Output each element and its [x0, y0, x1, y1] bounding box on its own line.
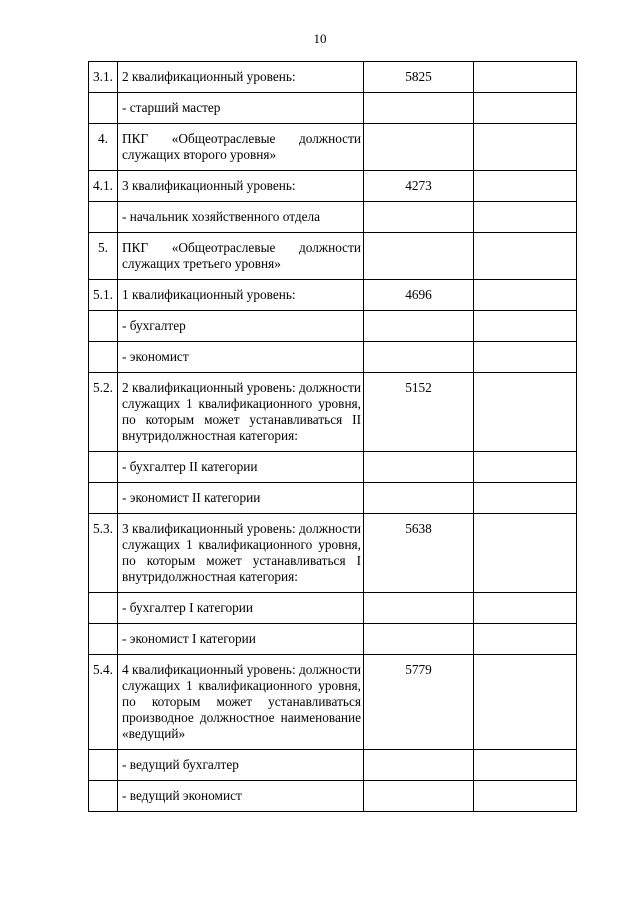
row-salary: [364, 624, 474, 655]
row-number: 5.: [89, 233, 118, 280]
table-row: [89, 280, 577, 311]
row-extra: [474, 124, 577, 171]
page-number: 10: [313, 31, 327, 46]
table-row: [89, 233, 577, 280]
salary-table: [88, 61, 577, 812]
row-salary: 4696: [364, 280, 474, 311]
row-salary: [364, 124, 474, 171]
row-salary: [364, 233, 474, 280]
table-row: [89, 373, 577, 452]
table-row: [89, 624, 577, 655]
table-row: [89, 514, 577, 593]
row-number: [89, 624, 118, 655]
row-salary: [364, 342, 474, 373]
row-number: [89, 93, 118, 124]
row-salary: [364, 483, 474, 514]
row-title: - экономист II категории: [122, 490, 261, 505]
row-title: - начальник хозяйственного отдела: [122, 209, 321, 224]
row-salary: [364, 593, 474, 624]
table-row: [89, 311, 577, 342]
row-salary: [364, 452, 474, 483]
table-row: [89, 171, 577, 202]
row-extra: [474, 202, 577, 233]
row-number: [89, 311, 118, 342]
row-salary: 5825: [364, 62, 474, 93]
row-number: 3.1.: [89, 62, 118, 93]
row-extra: [474, 593, 577, 624]
row-extra: [474, 280, 577, 311]
row-number: [89, 452, 118, 483]
row-extra: [474, 342, 577, 373]
row-title: 2 квалификационный уровень: должности служащих 1 квалификационного уровня, по которым может устанавливаться II внутридолжностная категория:: [122, 380, 361, 443]
row-extra: [474, 452, 577, 483]
row-title: - ведущий бухгалтер: [122, 757, 239, 772]
row-number: [89, 781, 118, 812]
row-title: - экономист: [122, 349, 189, 364]
row-title: - старший мастер: [122, 100, 221, 115]
table-row: [89, 781, 577, 812]
row-extra: [474, 750, 577, 781]
row-number: [89, 750, 118, 781]
table-row: [89, 593, 577, 624]
table-row: [89, 483, 577, 514]
table-row: [89, 93, 577, 124]
row-extra: [474, 624, 577, 655]
row-title: - экономист I категории: [122, 631, 256, 646]
row-salary: [364, 93, 474, 124]
row-title: 4 квалификационный уровень: должности служащих 1 квалификационного уровня, по которым может устанавливаться производное должностное наименование «ведущий»: [122, 662, 361, 741]
row-number: [89, 483, 118, 514]
row-extra: [474, 483, 577, 514]
row-extra: [474, 62, 577, 93]
row-extra: [474, 655, 577, 750]
row-number: [89, 202, 118, 233]
row-salary: [364, 750, 474, 781]
row-title: 3 квалификационный уровень:: [122, 178, 296, 193]
table-row: [89, 750, 577, 781]
row-extra: [474, 93, 577, 124]
row-number: [89, 342, 118, 373]
table-row: [89, 202, 577, 233]
row-salary: [364, 781, 474, 812]
row-salary: 5779: [364, 655, 474, 750]
row-title: - бухгалтер II категории: [122, 459, 258, 474]
row-extra: [474, 233, 577, 280]
table-row: [89, 452, 577, 483]
row-title: 2 квалификационный уровень:: [122, 69, 296, 84]
row-title: 1 квалификационный уровень:: [122, 287, 296, 302]
row-salary: 4273: [364, 171, 474, 202]
row-title: 3 квалификационный уровень: должности служащих 1 квалификационного уровня, по которым может устанавливаться I внутридолжностная категория:: [122, 521, 361, 584]
row-number: 4.: [89, 124, 118, 171]
row-number: [89, 593, 118, 624]
row-title: - бухгалтер: [122, 318, 186, 333]
row-number: 5.1.: [89, 280, 118, 311]
row-extra: [474, 311, 577, 342]
row-title: ПКГ «Общеотраслевые должности служащих второго уровня»: [122, 131, 361, 162]
table-row: [89, 342, 577, 373]
row-extra: [474, 781, 577, 812]
row-title: - ведущий экономист: [122, 788, 242, 803]
row-extra: [474, 514, 577, 593]
row-extra: [474, 373, 577, 452]
table-row: [89, 62, 577, 93]
row-number: 5.3.: [89, 514, 118, 593]
row-salary: [364, 202, 474, 233]
row-salary: 5152: [364, 373, 474, 452]
row-salary: 5638: [364, 514, 474, 593]
row-extra: [474, 171, 577, 202]
row-salary: [364, 311, 474, 342]
row-title: ПКГ «Общеотраслевые должности служащих третьего уровня»: [122, 240, 361, 271]
row-number: 5.4.: [89, 655, 118, 750]
row-number: 4.1.: [89, 171, 118, 202]
table-row: [89, 124, 577, 171]
table-row: [89, 655, 577, 750]
row-number: 5.2.: [89, 373, 118, 452]
row-title: - бухгалтер I категории: [122, 600, 254, 615]
